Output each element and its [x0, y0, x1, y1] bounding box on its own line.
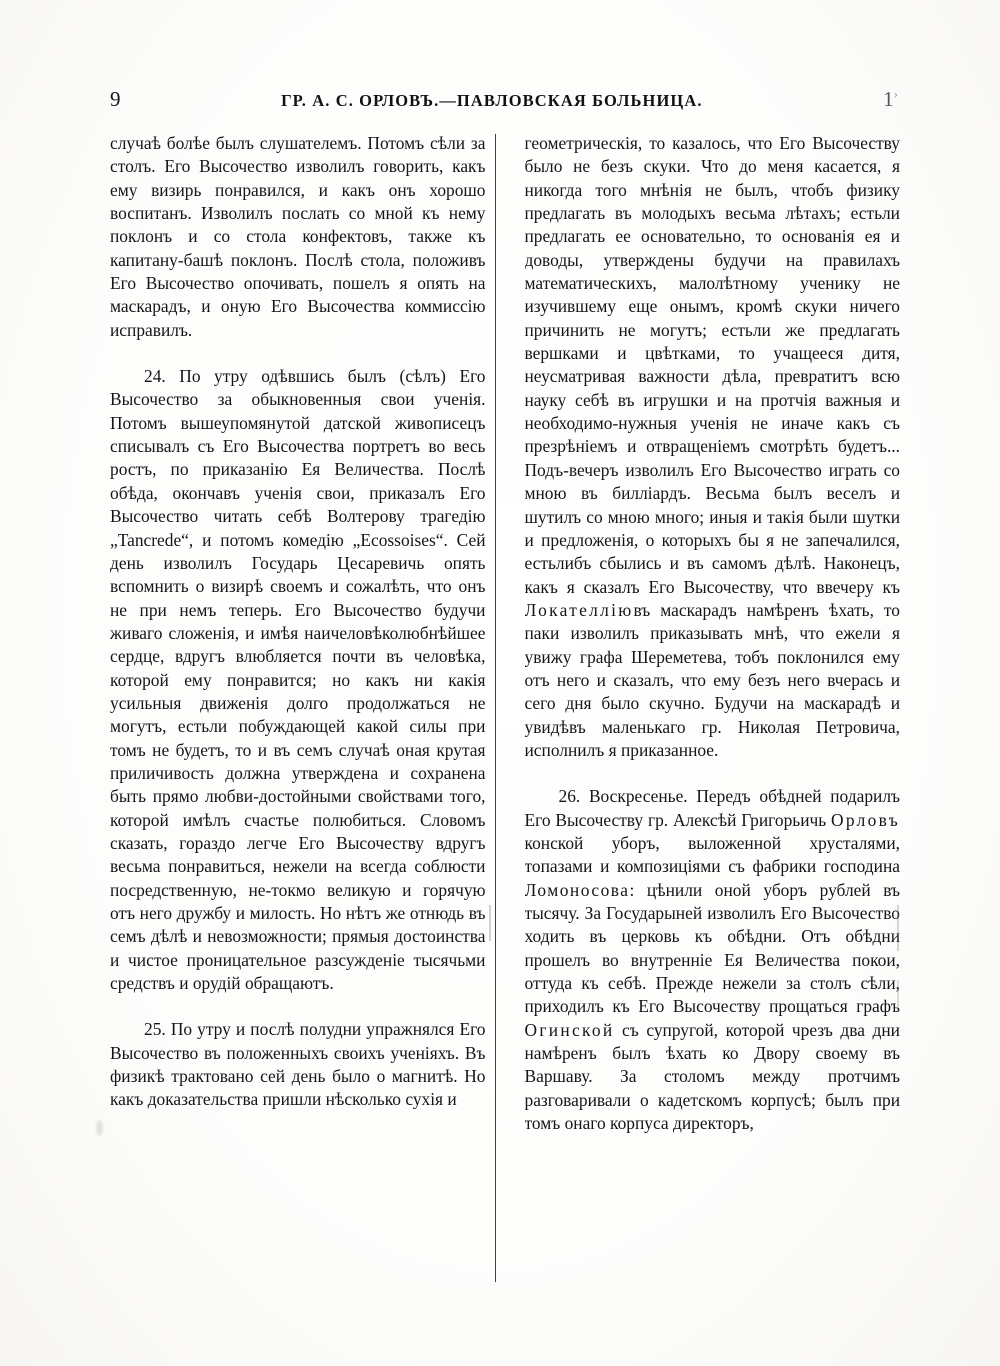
emphasis-oginskoy: Огинской — [524, 1019, 615, 1040]
entry-26-lead: 26. Воскресенье. Передъ обѣдней подарилъ Его Высочеству гр. Алексѣй Григорьичь — [524, 786, 900, 830]
paragraph-continuation: случаѣ болѣе былъ слушателемъ. Потомъ сѣли за столъ. Его Высочество изволилъ говорить, какъ ему визирь понравился, и какъ онъ хорошо воспитанъ. Изволилъ послать со мной къ нему поклонъ и со стола конфектовъ, также къ капитану-башѣ поклонъ. Послѣ стола, положивъ Его Высочество опочивать, пошелъ я опять на маскарадъ, и оную Его Высочества коммиссію исправилъ. — [110, 133, 486, 340]
column-right — [525, 132, 901, 1282]
paragraph-continuation-right — [525, 132, 901, 762]
entry-26-mid: конской уборъ, выложенной хрусталями, топазами и композиціями съ фабрики господина — [524, 832, 900, 877]
entry-26-tail2: съ супругой, которой чрезъ два дни намѣренъ былъ ѣхать ко Двору своему въ Варшаву. За столомъ между протчимъ разговаривали о кадетскомъ корпусѣ; былъ при томъ онаго корпуса директоръ, — [524, 1019, 900, 1134]
column-divider-rule — [495, 134, 496, 1282]
column-left — [110, 132, 486, 1282]
paragraph-spacer — [525, 762, 901, 785]
text-body — [110, 132, 900, 1282]
scan-smudge — [96, 1120, 103, 1136]
paragraph-spacer — [110, 995, 486, 1018]
paragraph-text-tail: въ маскарадъ намѣренъ ѣхать, то паки изволилъ приказывать мнѣ, что ежели я увижу графа Шереметева, тобъ поклонился ему отъ него и сказалъ, что ему безъ него вчерась и сего дня было скучно. Будучи на маскарадѣ и увидѣвъ маленькаго гр. Николая Петровича, исполнилъ я приказанное. — [524, 599, 900, 760]
paragraph-entry-25: 25. По утру и послѣ полудни упражнялся Его Высочество въ положенныхъ своихъ ученіяхъ. Въ физикѣ трактовано сей день было о магнитѣ. Но какъ доказательства пришли нѣсколько сухія и — [110, 1019, 486, 1110]
paragraph-entry-24: 24. По утру одѣвшись былъ (сѣлъ) Его Высочество за обыкновенныя свои ученія. Потомъ вышеупомянутой датской живописецъ списывалъ съ Его Высочества портретъ во весь ростъ, по приказанію Ея Величества. Послѣ обѣда, окончавъ ученія свои, приказалъ Его Высочество читать себѣ Волтерову трагедію „Tancrede“, и потомъ комедію „Ecossoises“. Сей день изволилъ Государь Цесаревичь опять вспомнить о визирѣ своемъ и сожалѣть, что онъ не при немъ теперь. Его Высочество будучи живаго сложенія, и имѣя наичеловѣколюбнѣйшее сердце, вдругъ влюбляется почти въ человѣка, которой ему понравится; но какъ ни какія усильныя движенія долго продолжаться не могутъ, естьли побуждающей какой силы при томъ не будетъ, то и въ семъ случаѣ оная крутая приличивость должна утверждена и сохранена быть прямо любви-достойными свойствами того, которой имѣлъ счастье полюбиться. Словомъ сказать, гораздо легче Его Высочеству вдругъ весьма понравиться, нежели на всегда соблюсти посредственную, не-токмо великую и горячую отъ него дружбу и милость. Но нѣтъ же отнюдь въ семъ дѣлѣ и невозможности; прямыя достоинства и чистое проницательное разсужденіе тысячьми средствъ и орудій обращаютъ. — [110, 366, 486, 994]
scan-edge-mark — [489, 905, 491, 941]
paragraph-text-lead: геометрическія, то казалось, что Его Высочеству было не безъ скуки. Что до меня касается, я никогда того мнѣнія не былъ, чтобъ физику предлагать въ молодыхъ весьма лѣтахъ; естьли предлагать ее основательно, то основанія ея и доводы, утверждены будучи на правилахъ математическихъ, малолѣтному ученику не изучившему еще онымъ, кромѣ скуки ничего причинить не могутъ; естьли же предлагать вершками и цвѣтками, то учащееся дитя, неусматривая важности дѣла, превратитъ всю науку себѣ въ игрушки и на протчія важныя и необходимо-нужныя ученія не иначе какъ съ презрѣніемъ и отвращеніемъ смотрѣть будетъ... Подъ-вечеръ изволилъ Его Высочество играть со мною въ билліардъ. Весьма былъ веселъ и шутилъ со мною много; иныя и такія были шутки и предложенія, о которыхъ бы я не запечалился, естьлибъ сбылись и въ самомъ дѣлѣ. Наконецъ, какъ я сказалъ Его Высочеству, что ввечеру къ — [524, 133, 900, 597]
paragraph-spacer — [110, 342, 486, 365]
scan-edge-mark — [897, 905, 899, 951]
running-title: ГР. А. С. ОРЛОВЪ.—ПАВЛОВСКАЯ БОЛЬНИЦА. — [281, 91, 703, 110]
emphasis-orlov: Орловъ — [831, 809, 900, 830]
emphasis-lokatelliyu: Локателлію — [524, 599, 634, 620]
paragraph-entry-26 — [525, 785, 901, 1135]
emphasis-lomonosov: Ломоносова — [524, 879, 630, 900]
scan-edge-mark — [897, 980, 899, 1010]
running-head — [110, 86, 900, 116]
folio-left: 9 — [110, 87, 121, 111]
entry-26-tail: : цѣнили оной уборъ рублей въ тысячу. За Государыней изволилъ Его Высочество ходить въ церковь къ обѣдни. Отъ обѣдни прошелъ во внутренніе Ея Величества покои, оттуда къ себѣ. Прежде нежели за столъ сѣли, приходилъ къ Его Высочеству прощаться графъ — [524, 879, 900, 1017]
folio-right: 1› — [883, 86, 898, 111]
